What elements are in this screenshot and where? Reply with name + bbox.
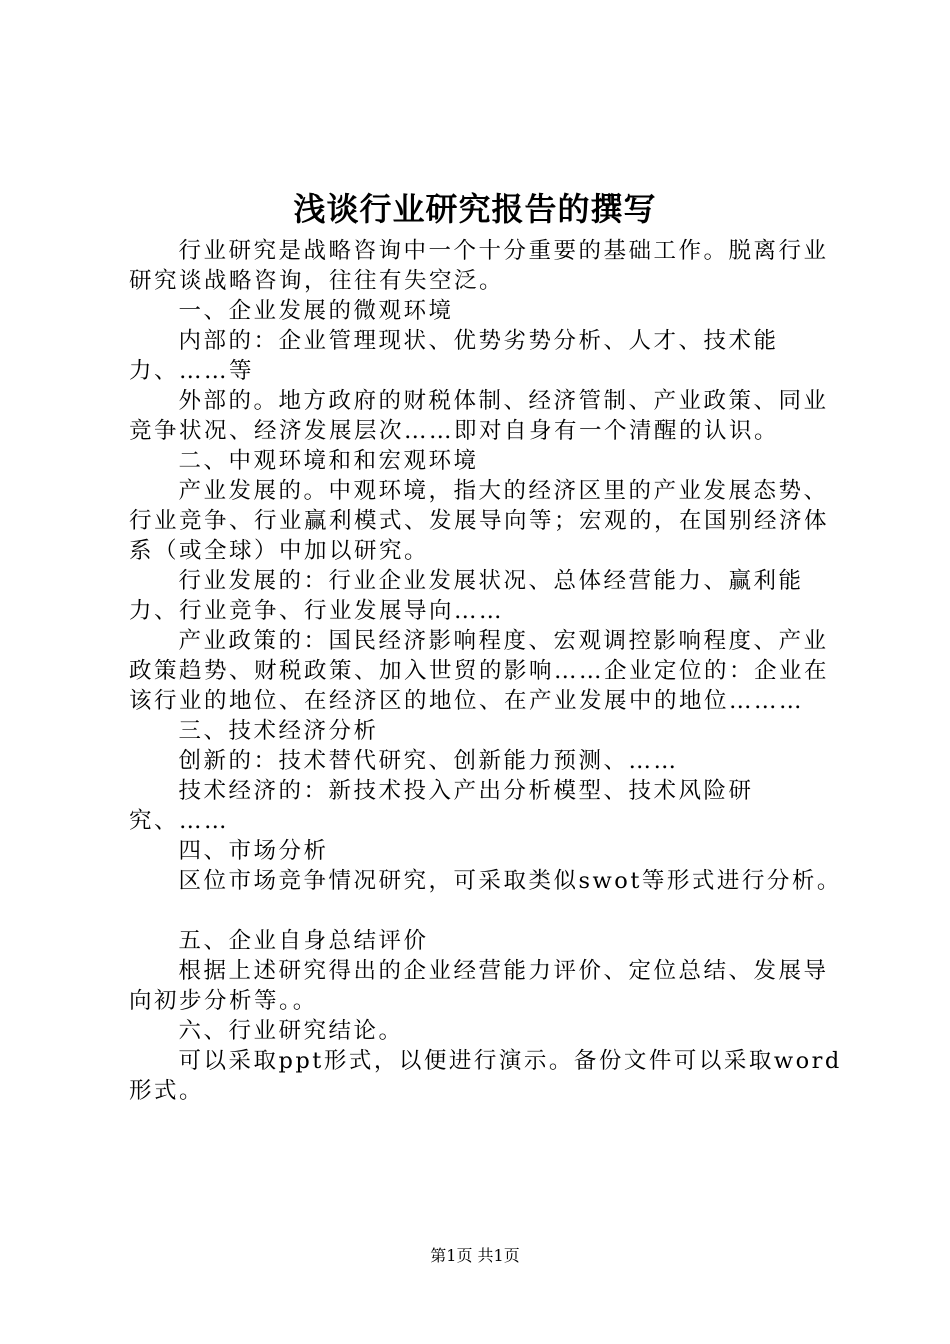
paragraph-industrial-policy: 产业政策的：国民经济影响程度、宏观调控影响程度、产业政策趋势、财税政策、加入世贸的影响……企业定位的：企业在该行业的地位、在经济区的地位、在产业发展中的地位……… xyxy=(129,628,830,714)
paragraph-intro: 行业研究是战略咨询中一个十分重要的基础工作。脱离行业研究谈战略咨询，往往有失空泛。 xyxy=(129,238,829,294)
paragraph-market: 区位市场竞争情况研究，可采取类似swot等形式进行分析。 xyxy=(178,868,842,894)
paragraph-innovation: 创新的：技术替代研究、创新能力预测、…… xyxy=(178,748,679,774)
paragraph-sector-development: 行业发展的：行业企业发展状况、总体经营能力、赢利能力、行业竞争、行业发展导向…… xyxy=(129,568,804,624)
heading-micro-environment: 一、企业发展的微观环境 xyxy=(178,298,454,324)
paragraph-internal: 内部的：企业管理现状、优势劣势分析、人才、技术能力、……等 xyxy=(129,328,779,384)
document-title: 浅谈行业研究报告的撰写 xyxy=(293,190,657,228)
paragraph-tech-economy: 技术经济的：新技术投入产出分析模型、技术风险研究、…… xyxy=(129,778,754,834)
heading-meso-macro-environment: 二、中观环境和和宏观环境 xyxy=(178,448,479,474)
paragraph-external: 外部的。地方政府的财税体制、经济管制、产业政策、同业竞争状况、经济发展层次……即对自身有一个清醒的认识。 xyxy=(129,388,829,444)
paragraph-industry-development: 产业发展的。中观环境，指大的经济区里的产业发展态势、行业竞争、行业赢利模式、发展导向等；宏观的，在国别经济体系（或全球）中加以研究。 xyxy=(129,478,830,564)
paragraph-conclusion: 可以采取ppt形式，以便进行演示。备份文件可以采取word形式。 xyxy=(129,1048,842,1104)
heading-market-analysis: 四、市场分析 xyxy=(178,838,329,864)
page-footer: 第1页 共1页 xyxy=(430,1246,520,1265)
heading-tech-economics: 三、技术经济分析 xyxy=(178,718,379,744)
paragraph-evaluation: 根据上述研究得出的企业经营能力评价、定位总结、发展导向初步分析等。。 xyxy=(129,958,829,1014)
document-body xyxy=(129,236,851,1106)
heading-self-evaluation: 五、企业自身总结评价 xyxy=(178,928,429,954)
heading-conclusion: 六、行业研究结论。 xyxy=(178,1018,404,1044)
